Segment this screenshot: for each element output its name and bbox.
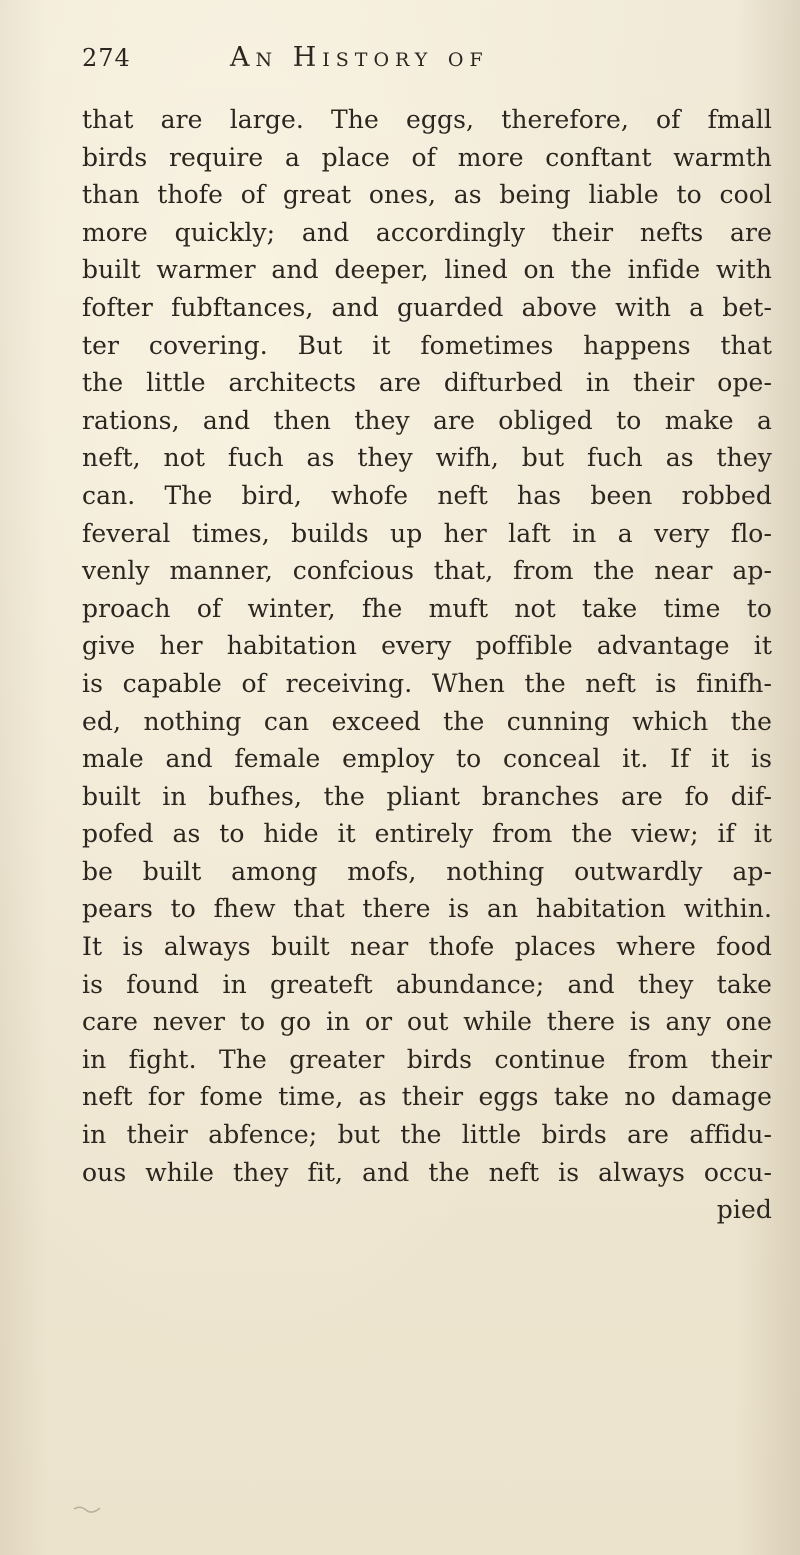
text-line: It is always built near thofe places where food [82, 932, 772, 962]
text-line: fofter fubftances, and guarded above with a bet- [82, 292, 772, 322]
text-line: can. The bird, whofe neft has been robbed [82, 480, 772, 510]
text-line: in their abfence; but the little birds are affidu- [82, 1120, 772, 1150]
text-line: male and female employ to conceal it. If it is [82, 744, 772, 774]
ink-smudge [70, 1501, 130, 1515]
text-line: ed, nothing can exceed the cunning which the [82, 706, 772, 736]
text-line: that are large. The eggs, therefore, of fmall [82, 105, 772, 134]
text-line: pofed as to hide it entirely from the view; if it [82, 819, 772, 849]
text-line: than thofe of great ones, as being liable to cool [82, 180, 772, 210]
text-line: is capable of receiving. When the neft is finifh- [82, 668, 772, 698]
text-line: birds require a place of more conftant warmth [82, 142, 772, 172]
text-line: rations, and then they are obliged to make a [82, 405, 772, 435]
text-line: venly manner, confcious that, from the near ap- [82, 556, 772, 586]
text-line: give her habitation every poffible advantage it [82, 631, 772, 661]
text-line: ous while they fit, and the neft is always occu- [82, 1157, 772, 1187]
body-text [82, 101, 772, 1229]
text-line: care never to go in or out while there is any one [82, 1007, 772, 1037]
text-line: built in bufhes, the pliant branches are fo dif- [82, 781, 772, 811]
text-line: proach of winter, fhe muft not take time to [82, 593, 772, 623]
text-line: in fight. The greater birds continue from their [82, 1044, 772, 1074]
text-line: be built among mofs, nothing outwardly ap- [82, 856, 772, 886]
text-line: built warmer and deeper, lined on the infide with [82, 255, 772, 285]
text-line: neft, not fuch as they wifh, but fuch as they [82, 443, 772, 473]
text-line: the little architects are difturbed in their ope- [82, 368, 772, 398]
catchword: pied [716, 1195, 772, 1225]
text-line: is found in greateft abundance; and they take [82, 969, 772, 999]
text-line: ter covering. But it fometimes happens that [82, 330, 772, 360]
page-header [82, 42, 722, 90]
running-head: An History of [230, 42, 489, 73]
page-number: 274 [82, 44, 131, 72]
text-line: neft for fome time, as their eggs take no damage [82, 1082, 772, 1112]
text-line: more quickly; and accordingly their nefts are [82, 217, 772, 247]
text-line: pears to fhew that there is an habitation within. [82, 894, 772, 924]
text-line: feveral times, builds up her laft in a very flo- [82, 518, 772, 548]
